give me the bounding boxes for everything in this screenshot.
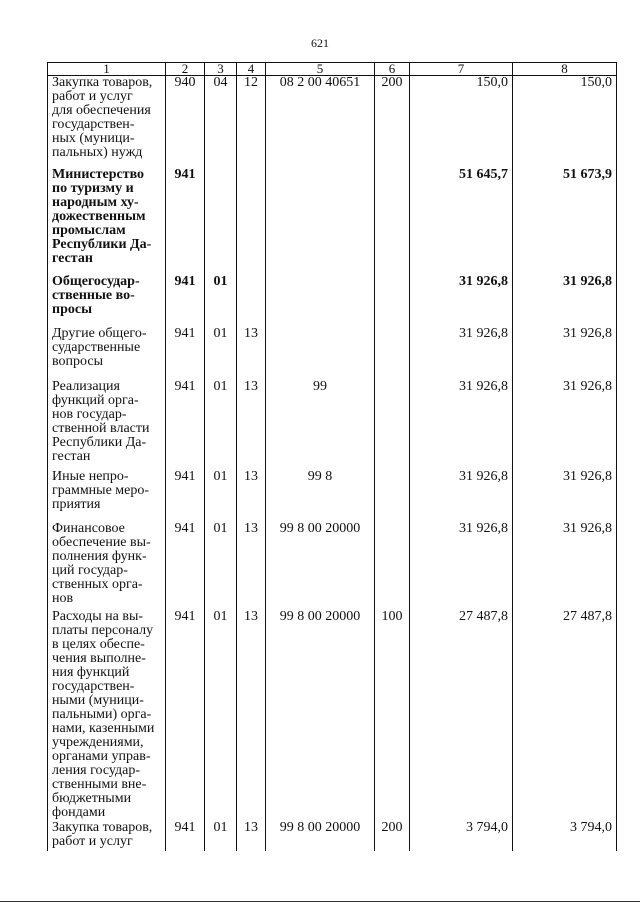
subsection-code: 13 [237,821,266,851]
section-code: 01 [205,380,237,470]
row-name-line: Расходы на вы- [52,609,144,624]
amount-year-2: 27 487,8 [513,610,617,821]
row-name-line: гестан [52,250,93,266]
row-name-line: Реализация [52,379,120,394]
row-name-line: ственной власти [52,420,150,436]
section-code: 01 [205,470,237,522]
row-name-line: органами управ- [52,748,151,764]
column-header: 3 [205,63,237,76]
ministry-code: 941 [166,168,205,275]
row-name-line: просы [52,301,92,317]
target-article-code [266,275,375,327]
amount-year-2: 3 794,0 [513,821,617,851]
amount-year-1: 3 794,0 [410,821,513,851]
column-header: 1 [48,63,166,76]
budget-table [47,62,617,851]
ministry-code: 941 [166,470,205,522]
row-name-line: Общегосудар- [52,274,140,289]
target-article-code: 99 8 00 20000 [266,821,375,851]
section-code: 04 [205,76,237,168]
row-name-line: нов [52,590,74,606]
ministry-code: 941 [166,610,205,821]
row-name-line: ния функций [52,664,130,680]
row-name-line: нов государ- [52,406,127,422]
amount-year-1: 31 926,8 [410,470,513,522]
table-row [48,275,617,327]
row-name-line: работ и услуг [52,89,133,104]
table-header-row [48,63,617,76]
row-name-line: Финансовое [52,521,125,536]
target-article-code [266,168,375,275]
subsection-code: 13 [237,522,266,610]
target-article-code: 08 2 00 40651 [266,76,375,168]
row-name-line: сударственные [52,339,141,355]
expense-type-code [375,327,410,380]
target-article-code [266,327,375,380]
amount-year-1: 31 926,8 [410,380,513,470]
row-name-line: функций орга- [52,392,139,408]
expense-type-code: 200 [375,76,410,168]
section-code: 01 [205,522,237,610]
row-name [48,610,166,821]
subsection-code [237,168,266,275]
row-name [48,821,166,851]
amount-year-2: 31 926,8 [513,380,617,470]
row-name-line: пальными) орга- [52,706,152,722]
amount-year-2: 150,0 [513,76,617,168]
row-name-line: в целях обеспе- [52,636,145,652]
row-name-line: ными (муници- [52,692,144,708]
row-name-line: ственных орга- [52,576,143,592]
row-name-line: полнения функ- [52,548,147,564]
row-name-line: ственными вне- [52,776,147,792]
row-name-line: Иные непро- [52,469,129,484]
row-name [48,380,166,470]
row-name-line: пальных) нужд [52,145,143,160]
column-header: 7 [410,63,513,76]
row-name-line: учреждениями, [52,734,144,750]
row-name [48,470,166,522]
section-code [205,168,237,275]
amount-year-1: 31 926,8 [410,275,513,327]
subsection-code: 13 [237,327,266,380]
amount-year-1: 51 645,7 [410,168,513,275]
amount-year-2: 31 926,8 [513,522,617,610]
expense-type-code [375,522,410,610]
ministry-code: 941 [166,275,205,327]
row-name [48,522,166,610]
row-name-line: государствен- [52,678,135,694]
table-row [48,76,617,168]
row-name-line: ций государ- [52,562,128,578]
row-name-line: дожественным [52,208,146,224]
subsection-code: 13 [237,380,266,470]
section-code: 01 [205,275,237,327]
row-name [48,275,166,327]
subsection-code [237,275,266,327]
table-row [48,470,617,522]
row-name-line: Республики Да- [52,434,147,450]
target-article-code: 99 8 00 20000 [266,522,375,610]
expense-type-code [375,380,410,470]
row-name-line: платы персоналу [52,622,154,638]
section-code: 01 [205,821,237,851]
row-name-line: промыслам [52,222,126,238]
row-name-line: бюджетными [52,790,132,806]
target-article-code: 99 8 00 20000 [266,610,375,821]
subsection-code: 13 [237,610,266,821]
row-name-line: работ и услуг [52,833,133,849]
column-header: 8 [513,63,617,76]
row-name-line: ных (муници- [52,131,135,146]
ministry-code: 941 [166,327,205,380]
row-name-line: обеспечение вы- [52,534,151,550]
table-row [48,610,617,821]
table-row [48,522,617,610]
row-name-line: Другие общего- [52,326,147,341]
row-name-line: для обеспечения [52,103,151,118]
row-name-line: государствен- [52,117,135,132]
table-row [48,821,617,851]
table-row [48,327,617,380]
ministry-code: 941 [166,522,205,610]
row-name [48,76,166,168]
table-row [48,168,617,275]
amount-year-2: 31 926,8 [513,327,617,380]
column-header: 2 [166,63,205,76]
subsection-code: 13 [237,470,266,522]
expense-type-code [375,275,410,327]
ministry-code: 941 [166,380,205,470]
amount-year-2: 31 926,8 [513,470,617,522]
ministry-code: 941 [166,821,205,851]
page-bottom-rule [0,901,640,902]
amount-year-2: 51 673,9 [513,168,617,275]
row-name [48,327,166,380]
row-name-line: Министерство [52,167,145,182]
expense-type-code: 200 [375,821,410,851]
amount-year-1: 27 487,8 [410,610,513,821]
row-name-line: по туризму и [52,180,134,196]
section-code: 01 [205,610,237,821]
subsection-code: 12 [237,76,266,168]
amount-year-1: 31 926,8 [410,522,513,610]
row-name-line: Республики Да- [52,236,152,252]
page-number: 621 [311,36,329,50]
row-name-line: гестан [52,448,91,464]
row-name-line: приятия [52,496,101,512]
amount-year-1: 31 926,8 [410,327,513,380]
table-row [48,380,617,470]
row-name-line: граммные меро- [52,482,150,498]
expense-type-code [375,168,410,275]
row-name-line: народным ху- [52,194,139,210]
table-body [48,76,617,851]
row-name-line: ления государ- [52,762,141,778]
amount-year-1: 150,0 [410,76,513,168]
target-article-code: 99 [266,380,375,470]
row-name [48,168,166,275]
amount-year-2: 31 926,8 [513,275,617,327]
row-name-line: чения выполне- [52,650,146,666]
expense-type-code [375,470,410,522]
ministry-code: 940 [166,76,205,168]
column-header: 5 [266,63,375,76]
target-article-code: 99 8 [266,470,375,522]
row-name-line: фондами [52,804,106,820]
row-name-line: вопросы [52,353,103,369]
row-name-line: Закупка товаров, [52,75,153,90]
section-code: 01 [205,327,237,380]
column-header: 4 [237,63,266,76]
expense-type-code: 100 [375,610,410,821]
row-name-line: ственные во- [52,287,135,303]
column-header: 6 [375,63,410,76]
row-name-line: Закупка товаров, [52,820,153,835]
row-name-line: нами, казенными [52,720,155,736]
